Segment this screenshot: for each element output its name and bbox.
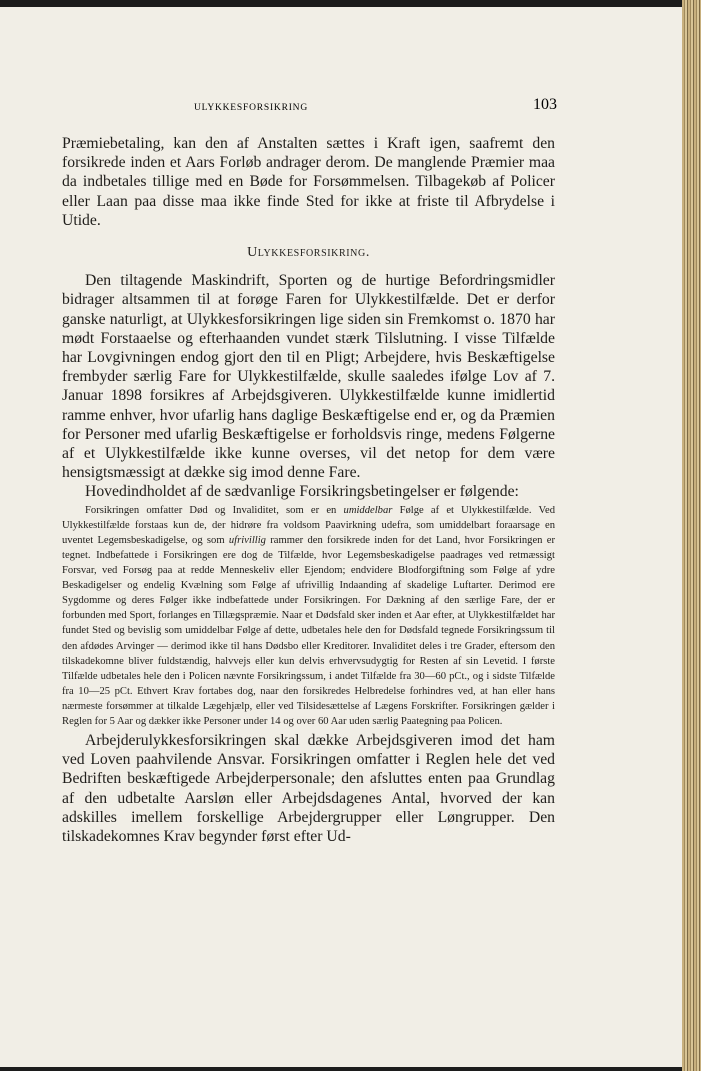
section-heading: Ulykkesforsikring. [247,245,370,261]
page-number: 103 [533,96,557,113]
page-edge [682,0,701,1071]
paragraph-continuation: Præmiebetaling, kan den af Anstalten sættes i Kraft igen, saafremt den forsikrede inden et Aars Forløb andrager derom. De manglende Præmier maa da indbetales tillige med en Bøde for Forsømmelsen. Tilbagekøb af Policer eller Laan paa disse maa ikke finde Sted for ikke at friste til Afbrydelse i Utide. [62,135,555,229]
running-head: ULYKKESFORSIKRING [194,103,308,113]
paragraph-worker-insurance: Arbejderulykkesforsikringen skal dække Arbejdsgiveren imod det ham ved Loven paahvilende Ansvar. Forsikringen omfatter i Reglen hele det ved Bedriften beskæftigede Arbejderpersonale; den afsluttes enten paa Grundlag af den udbetalte Aarsløn eller Arbejdsdagenes Antal, hvorved der kan adskilles imellem forskellige Arbejdergrupper eller Løngrupper. Den tilskadekomnes Krav begynder først efter Ud- [62,732,555,846]
body-text [62,134,555,846]
conditions-italic-1: umiddelbar [343,504,393,516]
paragraph-intro: Den tiltagende Maskindrift, Sporten og de hurtige Befordringsmidler bidrager altsammen til at forøge Faren for Ulykkestilfælde. Det er derfor ganske naturligt, at Ulykkesforsikringen lige siden sin Fremkomst o. 1870 har mødt Forstaaelse og efterhaanden vundet stærk Tilslutning. I visse Tilfælde har Lovgivningen endog gjort den til en Pligt; Arbejdere, hvis Beskæftigelse frembyder særlig Fare for Ulykkestilfælde, skulle saaledes ifølge Lov af 7. Januar 1898 forsikres af Arbejdsgiveren. Ulykkestilfælde kunne imidlertid ramme enhver, hvor ufarlig hans daglige Beskæftigelse end er, og da Præmien for Personer med ufarlig Beskæftigelse er forholdsvis ringe, medens Følgerne af et Ulykkestilfælde ikke kunne overses, vil det netop for dem være hensigtsmæssigt at dække sig imod denne Fare. [62,272,555,482]
paragraph-conditions-detail [62,503,555,729]
paragraph-conditions-lead: Hovedindholdet af de sædvanlige Forsikringsbetingelser er følgende: [85,483,519,501]
conditions-text-1: Forsikringen omfatter Død og Invaliditet, som er en [85,504,344,516]
conditions-text-2: Følge af et Ulykkestilfælde. Ved Ulykkestilfælde forstaas kun de, der hidrøre fra voldsom Paavirkning udefra, som umiddelbart foraarsage en uventet Legemsbeskadigelse, og som [62,504,555,546]
book-page [0,7,682,1067]
conditions-text-3: rammer den forsikrede inden for det Land, hvor Forsikringen er tegnet. Indbefattede i Forsikringen ere dog de Tilfælde, hvor Legemsbeskadigelse paadrages ved retmæssigt Forsvar, ved Forsøg paa at redde Menneskeliv eller Ejendom; endvidere Blodforgiftning som Følge af ydre Beskadigelser og endelig Kvælning som Følge af ufrivillig Indaanding af skadelige Luftarter. Derimod ere Sygdomme og deres Følger ikke indbefattede under Forsikringen. For Dækning af den særlige Fare, der er forbunden med Sport, forlanges en Tillægspræmie. Naar et Dødsfald sker inden et Aar efter, at Ulykkestilfældet har fundet Sted og bevislig som umiddelbar Følge af dette, udbetales hele den for Dødsfald tegnede Forsikringssum til den afdødes Arvinger — derimod ikke til hans Dødsbo eller Kreditorer. Invaliditet deles i tre Grader, eftersom den tilskadekomne bliver fuldstændig, halvvejs eller kun delvis erhvervsudygtig for Resten af sin Levetid. I første Tilfælde udbetales hele den i Policen nævnte Forsikringssum, i andet Tilfælde fra 30—60 pCt., og i sidste Tilfælde fra 10—25 pCt. Ethvert Krav fortabes dog, naar den forsikredes Helbredelse forhindres ved, at han eller hans nærmeste forsømmer at tilkalde Lægehjælp, eller ved Tilsidesættelse af Lægens Forskrifter. Forsikringen gælder i Reglen for 5 Aar og dækker ikke Personer under 14 og over 60 Aar uden særlig Paategning paa Policen. [62,534,555,727]
conditions-italic-2: ufrivillig [228,534,266,546]
